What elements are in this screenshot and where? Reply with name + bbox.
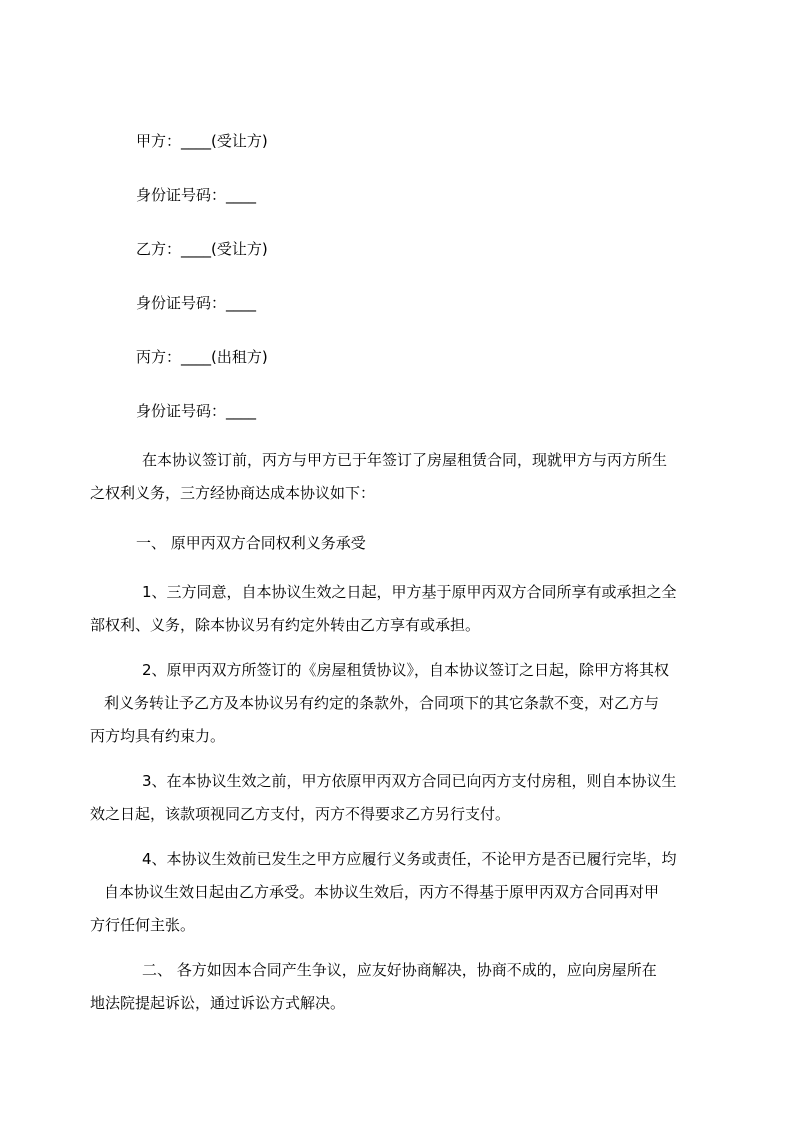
section-1-heading: 一、 原甲丙双方合同权利义务承受 — [136, 534, 366, 552]
section-1-item-3 — [90, 765, 710, 831]
item-2-line-2: 利义务转让予乙方及本协议另有约定的条款外，合同项下的其它条款不变，对乙方与 — [104, 694, 660, 712]
item-1-line-2: 部权利、义务，除本协议另有约定外转由乙方享有或承担。 — [90, 616, 481, 634]
section-2-line-1: 二、 各方如因本合同产生争议，应友好协商解决，协商不成的，应向房屋所在 — [142, 961, 657, 979]
section-1-item-1 — [90, 576, 710, 642]
section-2-line-2: 地法院提起诉讼，通过诉讼方式解决。 — [90, 994, 346, 1012]
intro-line-2: 之权利义务，三方经协商达成本协议如下： — [90, 484, 376, 502]
party-c-label: 丙方：____(出租方) — [136, 348, 268, 366]
item-2-line-3: 丙方均具有约束力。 — [90, 727, 226, 745]
section-2-paragraph — [90, 954, 710, 1020]
item-3-line-2: 效之日起，该款项视同乙方支付，丙方不得要求乙方另行支付。 — [90, 805, 511, 823]
party-b-id: 身份证号码：____ — [136, 294, 257, 312]
party-b-label: 乙方：____(受让方) — [136, 240, 268, 258]
item-4-line-2: 自本协议生效日起由乙方承受。本协议生效后，丙方不得基于原甲丙双方合同再对甲 — [104, 883, 660, 901]
item-1-line-1: 1、三方同意，自本协议生效之日起，甲方基于原甲丙双方合同所享有或承担之全 — [142, 583, 677, 601]
item-3-line-1: 3、在本协议生效之前，甲方依原甲丙双方合同已向丙方支付房租，则自本协议生 — [142, 772, 677, 790]
section-1-item-4 — [90, 843, 710, 942]
party-a-label: 甲方：____(受让方) — [136, 132, 268, 150]
section-1-item-2 — [90, 654, 710, 753]
item-4-line-1: 4、本协议生效前已发生之甲方应履行义务或责任，不论甲方是否已履行完毕，均 — [142, 850, 677, 868]
intro-paragraph — [90, 444, 710, 510]
intro-line-1: 在本协议签订前，丙方与甲方已于年签订了房屋租赁合同，现就甲方与丙方所生 — [142, 451, 668, 469]
item-2-line-1: 2、原甲丙双方所签订的《房屋租赁协议》，自本协议签订之日起，除甲方将其权 — [142, 661, 670, 679]
party-a-id: 身份证号码：____ — [136, 186, 257, 204]
party-c-id: 身份证号码：____ — [136, 402, 257, 420]
item-4-line-3: 方行任何主张。 — [90, 916, 196, 934]
